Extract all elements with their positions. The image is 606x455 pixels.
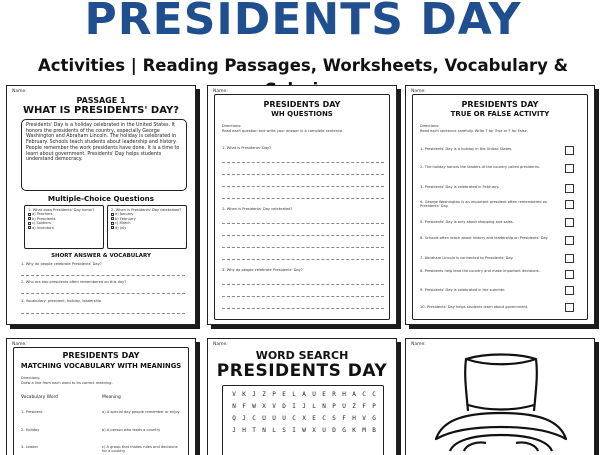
grid-letter: J: [302, 403, 306, 410]
grid-letter: L: [312, 403, 316, 410]
grid-letter: Z: [352, 403, 356, 410]
grid-letter: N: [322, 403, 326, 410]
worksheet-subtitle: WH QUESTIONS: [271, 110, 333, 118]
worksheet-preview-matching: [6, 338, 196, 455]
grid-letter: E: [312, 415, 316, 422]
grid-letter: E: [322, 391, 326, 398]
tf-statement: 3- Presidents' Day is celebrated in February.: [420, 185, 500, 189]
mc-option: a) Teachers: [28, 212, 100, 216]
grid-letter: I: [292, 427, 296, 434]
grid-letter: C: [362, 391, 366, 398]
answer-line: [222, 162, 384, 163]
tf-answer-box[interactable]: [565, 254, 574, 263]
grid-letter: L: [292, 391, 296, 398]
name-label: Name:: [213, 89, 228, 94]
grid-letter: U: [282, 415, 286, 422]
worksheet-title: PRESIDENTS DAY: [62, 351, 140, 360]
grid-letter: V: [272, 403, 276, 410]
grid-letter: K: [352, 427, 356, 434]
answer-line: [222, 308, 384, 309]
grid-letter: B: [372, 427, 376, 434]
grid-letter: E: [282, 391, 286, 398]
grid-letter: F: [242, 403, 246, 410]
word-search-title: WORD SEARCH: [255, 349, 349, 362]
grid-letter: U: [272, 415, 276, 422]
top-hat-coloring-icon: [406, 339, 595, 455]
match-word: 1- President: [21, 410, 43, 414]
short-answer-question: 3- Vocabulary: president, holiday, leadership: [21, 299, 102, 303]
worksheet-preview-word-search: [207, 338, 397, 455]
directions-label: Directions:: [21, 376, 41, 380]
grid-letter: D: [282, 403, 286, 410]
grid-letter: L: [272, 427, 276, 434]
worksheet-title: PRESIDENTS DAY: [461, 100, 539, 109]
match-word: 2- Holiday: [21, 428, 40, 432]
tf-statement: 2- The holiday honors the leaders of the country called presidents.: [420, 165, 540, 169]
grid-letter: R: [332, 391, 336, 398]
worksheet-subtitle: MATCHING VOCABULARY WITH MEANINGS: [20, 362, 182, 370]
name-label: Name:: [411, 342, 426, 347]
grid-letter: D: [332, 427, 336, 434]
grid-letter: K: [242, 391, 246, 398]
answer-line: [222, 235, 384, 236]
grid-letter: H: [352, 415, 356, 422]
tf-answer-box[interactable]: [565, 270, 574, 279]
grid-letter: J: [252, 391, 256, 398]
passage-title: WHAT IS PRESIDENTS' DAY?: [22, 105, 180, 116]
wh-question: 3- Why do people celebrate Presidents' Day?: [222, 268, 303, 272]
short-answer-question: 2- Who are two presidents often remembered on this day?: [21, 280, 127, 284]
grid-letter: U: [342, 403, 346, 410]
worksheet-preview-passage: [6, 85, 196, 325]
name-label: Name:: [411, 89, 426, 94]
grid-letter: W: [302, 427, 306, 434]
grid-letter: J: [232, 427, 236, 434]
grid-letter: C: [252, 415, 256, 422]
name-label: Name:: [12, 342, 27, 347]
tf-answer-box[interactable]: [565, 286, 574, 295]
tf-statement: 5- Presidents' Day is only about shopping and sales.: [420, 220, 514, 224]
answer-line: [21, 293, 185, 294]
grid-letter: X: [312, 427, 316, 434]
mc-option: b) Presidents: [28, 217, 100, 221]
grid-letter: Q: [232, 415, 236, 422]
passage-box: [21, 119, 187, 191]
grid-letter: Z: [262, 391, 266, 398]
mc-option: d) July: [111, 226, 183, 230]
answer-line: [222, 296, 384, 297]
wh-question: 1- What is Presidents' Day?: [222, 146, 272, 150]
tf-answer-box[interactable]: [565, 200, 574, 209]
grid-letter: V: [362, 415, 366, 422]
grid-letter: I: [292, 403, 296, 410]
mc-option: b) February: [111, 217, 183, 221]
grid-letter: N: [232, 403, 236, 410]
directions-label: Directions:: [222, 124, 242, 128]
mc-option: d) Inventors: [28, 226, 100, 230]
word-search-subtitle: PRESIDENTS DAY: [216, 361, 388, 381]
grid-letter: F: [342, 415, 346, 422]
mc-option: a) January: [111, 212, 183, 216]
passage-label: PASSAGE 1: [76, 96, 126, 105]
worksheet-preview-true-false: [405, 85, 595, 325]
name-label: Name:: [213, 342, 228, 347]
grid-letter: U: [312, 391, 316, 398]
answer-line: [222, 198, 384, 199]
grid-letter: A: [302, 391, 306, 398]
worksheet-subtitle: TRUE OR FALSE ACTIVITY: [450, 110, 550, 118]
grid-letter: W: [252, 403, 256, 410]
tf-statement: 8- Presidents help lead the country and make important decisions.: [420, 269, 540, 273]
grid-letter: G: [342, 427, 346, 434]
tf-answer-box[interactable]: [565, 146, 574, 155]
grid-letter: C: [292, 415, 296, 422]
tf-statement: 10- Presidents' Day helps students learn about government.: [420, 305, 529, 309]
grid-letter: H: [242, 427, 246, 434]
short-answer-question: 1- Why do people celebrate Presidents' Day?: [21, 262, 102, 266]
passage-text: Presidents' Day is a holiday celebrated in the United States. It honors the presidents of the country, especially George Washington and Abraham Lincoln. The holiday is celebrated in February. Schools teach students about leadership and history. People remember the work presidents have done. It is a time to learn about government. Presidents' Day helps students understand democracy.: [26, 123, 180, 163]
grid-letter: X: [262, 403, 266, 410]
coloring-page-preview: [405, 338, 595, 455]
grid-letter: J: [242, 415, 246, 422]
match-meaning: a) A special day people remember or enjoy: [102, 410, 180, 414]
page-subtitle: Activities | Reading Passages, Worksheets, Vocabulary &: [38, 56, 568, 75]
grid-letter: P: [372, 403, 376, 410]
answer-line: [222, 247, 384, 248]
grid-letter: S: [332, 415, 336, 422]
answer-line: [222, 223, 384, 224]
tf-statement: 6- Schools often teach about history and leadership on Presidents' Day.: [420, 236, 549, 240]
tf-answer-box[interactable]: [565, 218, 574, 227]
grid-letter: A: [352, 391, 356, 398]
grid-letter: M: [362, 427, 366, 434]
column-header-meaning: Meaning: [102, 395, 121, 400]
mc-question-2: 2- When is Presidents' Day celebrated?: [111, 208, 182, 212]
answer-line: [21, 275, 185, 276]
grid-letter: P: [272, 391, 276, 398]
tf-statement: 1- Presidents' Day is a holiday in the United States.: [420, 147, 513, 151]
tf-answer-box[interactable]: [565, 303, 574, 312]
answer-line: [222, 186, 384, 187]
directions-label: Directions:: [420, 124, 440, 128]
directions-text: Read each sentence carefully. Write T for True or F for False.: [420, 129, 528, 133]
grid-letter: G: [372, 415, 376, 422]
wh-question: 2- When is Presidents' Day celebrated?: [222, 207, 293, 211]
mc-question-2-box: [107, 205, 187, 249]
name-label: Name:: [12, 89, 27, 94]
mc-question-1-box: [24, 205, 104, 249]
tf-statement: 4- George Washington is an important president often remembered on Presidents' Day.: [420, 200, 548, 209]
mc-option: c) March: [111, 221, 183, 225]
grid-letter: U: [262, 415, 266, 422]
grid-letter: P: [332, 403, 336, 410]
grid-letter: X: [302, 415, 306, 422]
grid-letter: S: [282, 427, 286, 434]
page-title: PRESIDENTS DAY: [84, 0, 522, 45]
word-search-grid: [222, 385, 384, 455]
grid-letter: C: [322, 415, 326, 422]
mc-title: Multiple-Choice Questions: [47, 194, 155, 203]
tf-answer-box[interactable]: [565, 236, 574, 245]
grid-letter: C: [372, 391, 376, 398]
directions-text: Read each question and write your answer in a complete sentence.: [222, 129, 344, 133]
tf-answer-box[interactable]: [565, 164, 574, 173]
tf-statement: 7- Abraham Lincoln is connected to Presidents' Day.: [420, 256, 514, 260]
answer-line: [222, 174, 384, 175]
match-word: 3- Leader: [21, 445, 39, 449]
mc-option: c) Soldiers: [28, 221, 100, 225]
mc-question-1: 1- What does Presidents' Day honor?: [28, 208, 95, 212]
grid-letter: V: [232, 391, 236, 398]
tf-answer-box[interactable]: [565, 184, 574, 193]
answer-line: [21, 313, 185, 314]
grid-letter: H: [342, 391, 346, 398]
answer-line: [222, 284, 384, 285]
grid-letter: T: [252, 427, 256, 434]
worksheet-title: PRESIDENTS DAY: [263, 100, 341, 109]
worksheet-preview-wh-questions: [207, 85, 397, 325]
tf-statement: 9- Presidents' Day is celebrated in the summer.: [420, 288, 506, 292]
match-meaning: b) A person who leads a country: [102, 428, 161, 432]
column-header-word: Vocabulary Word: [21, 395, 59, 400]
grid-letter: U: [322, 427, 326, 434]
short-answer-title: SHORT ANSWER & VOCABULARY: [51, 253, 151, 259]
grid-letter: N: [262, 427, 266, 434]
match-meaning: c) A group that makes rules and decisions for a country: [102, 445, 178, 454]
directions-text: Draw a line from each word to its correct meaning.: [21, 381, 113, 385]
grid-letter: F: [362, 403, 366, 410]
answer-line: [222, 259, 384, 260]
